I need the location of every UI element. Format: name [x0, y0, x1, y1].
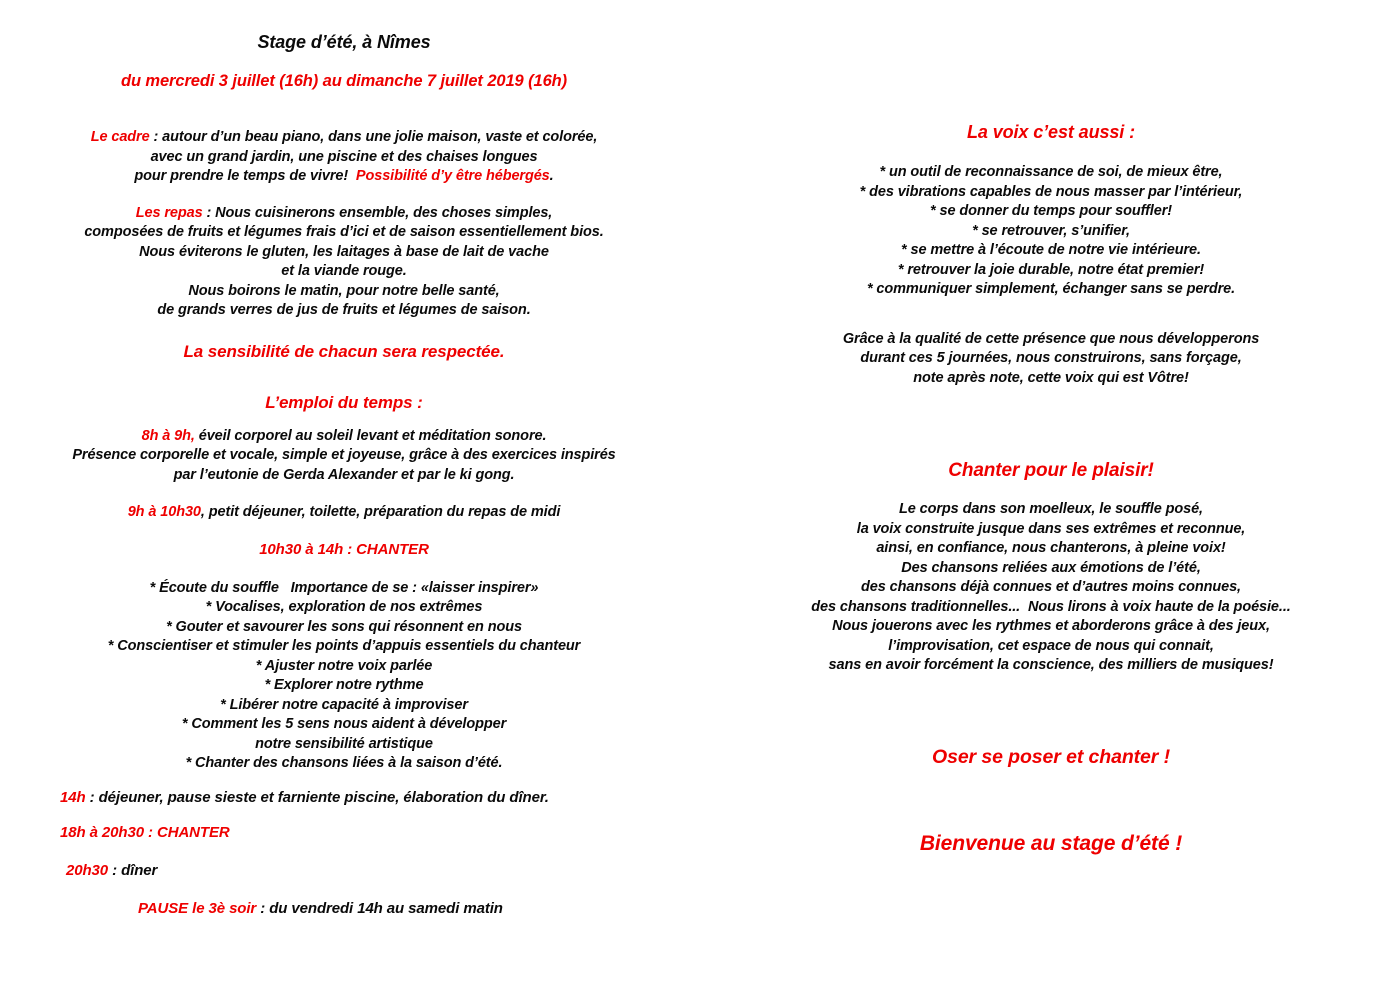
grace-line: durant ces 5 journées, nous construirons, sans forçage,	[860, 350, 1242, 366]
emploi-du-temps-heading: L’emploi du temps :	[265, 392, 423, 412]
date-heading: du mercredi 3 juillet (16h) au dimanche 7 juillet 2019 (16h)	[120, 72, 568, 90]
cadre-line-3	[20, 167, 668, 187]
voice-benefit-item: * se retrouver, s’unifier,	[972, 222, 1130, 239]
topic-item-continuation: notre sensibilité artistique	[255, 735, 433, 752]
grace-line: note après note, cette voix qui est Vôtre!	[913, 369, 1189, 386]
repas-line-1	[20, 204, 668, 224]
pause-line	[20, 899, 668, 919]
repas-paragraph	[20, 204, 668, 321]
page-title: Stage d’été, à Nîmes	[257, 32, 431, 52]
singing-topics-list	[20, 579, 668, 774]
cadre-line-1	[20, 128, 668, 148]
sensibilite-heading: La sensibilité de chacun sera respectée.	[183, 341, 505, 361]
voice-benefit-item: * retrouver la joie durable, notre état premier!	[897, 261, 1205, 278]
topic-item: * Comment les 5 sens nous aident à développer	[181, 716, 507, 732]
voice-column	[745, 0, 1357, 857]
sing-evening-heading: 18h à 20h30 : CHANTER	[60, 823, 230, 841]
topic-item: * Libérer notre capacité à improviser	[220, 696, 468, 713]
hebergement-note: Possibilité d’y être hébergés	[355, 168, 550, 184]
lunch-text: : déjeuner, pause sieste et farniente piscine, élaboration du dîner.	[85, 788, 549, 806]
topic-item: * Gouter et savourer les sons qui résonnent en nous	[166, 618, 522, 635]
breakfast-time: 9h à 10h30	[127, 504, 201, 520]
morning-time: 8h à 9h,	[141, 427, 195, 444]
cadre-label: Le cadre	[90, 129, 150, 145]
voice-benefit-item: * des vibrations capables de nous masser par l’intérieur,	[859, 183, 1243, 200]
morning-paragraph	[20, 427, 668, 486]
plaisir-line: Le corps dans son moelleux, le souffle posé,	[899, 501, 1203, 517]
oser-heading: Oser se poser et chanter !	[932, 745, 1170, 768]
morning-line-3: par l’eutonie de Gerda Alexander et par le ki gong.	[173, 466, 515, 483]
grace-paragraph	[745, 330, 1357, 389]
repas-label: Les repas	[135, 204, 203, 221]
breakfast-line	[20, 503, 668, 523]
morning-line-1-text: éveil corporel au soleil levant et méditation sonore.	[194, 427, 547, 444]
pause-text: : du vendredi 14h au samedi matin	[256, 899, 503, 917]
repas-line-3: Nous éviterons le gluten, les laitages à base de lait de vache	[139, 243, 549, 260]
cadre-paragraph	[20, 128, 668, 187]
topic-item: * Chanter des chansons liées à la saison d’été.	[185, 755, 503, 771]
voice-benefit-item: * se donner du temps pour souffler!	[930, 203, 1172, 219]
repas-line-4: et la viande rouge.	[281, 263, 407, 279]
plaisir-line: des chansons traditionnelles... Nous lirons à voix haute de la poésie...	[811, 598, 1291, 615]
topic-item: * Ajuster notre voix parlée	[255, 657, 433, 674]
plaisir-line: Des chansons reliées aux émotions de l’été,	[901, 559, 1201, 576]
lunch-line	[20, 788, 668, 808]
voice-benefit-item: * se mettre à l’écoute de notre vie intérieure.	[901, 242, 1201, 258]
morning-line-1	[20, 427, 668, 447]
repas-line-5: Nous boirons le matin, pour notre belle santé,	[188, 282, 500, 299]
schedule-column	[20, 0, 668, 919]
cadre-line-3-black: pour prendre le temps de vivre!	[134, 168, 356, 184]
cadre-line-3-period: .	[549, 168, 554, 184]
plaisir-line: sans en avoir forcément la conscience, des milliers de musiques!	[828, 657, 1274, 673]
topic-item: * Vocalises, exploration de nos extrêmes	[205, 599, 483, 615]
cadre-line-2: avec un grand jardin, une piscine et des chaises longues	[150, 148, 538, 165]
voice-benefit-item: * un outil de reconnaissance de soi, de mieux être,	[879, 164, 1223, 180]
voice-benefits-list	[745, 163, 1357, 300]
lunch-time: 14h	[60, 788, 86, 806]
plaisir-heading: Chanter pour le plaisir!	[948, 460, 1154, 481]
grace-line: Grâce à la qualité de cette présence que nous développerons	[842, 330, 1260, 347]
breakfast-text: , petit déjeuner, toilette, préparation du repas de midi	[200, 504, 561, 520]
dinner-line	[20, 861, 668, 881]
bienvenue-heading: Bienvenue au stage d’été !	[919, 831, 1183, 855]
dinner-text: : dîner	[108, 861, 158, 879]
plaisir-line: la voix construite jusque dans ses extrêmes et reconnue,	[856, 520, 1246, 537]
topic-item: * Conscientiser et stimuler les points d’appuis essentiels du chanteur	[107, 638, 581, 654]
plaisir-line: des chansons déjà connues et d’autres moins connues,	[861, 579, 1241, 595]
topic-item: * Explorer notre rythme	[264, 677, 424, 693]
voice-benefit-item: * communiquer simplement, échanger sans se perdre.	[866, 281, 1236, 297]
pause-label: PAUSE le 3è soir	[138, 899, 257, 917]
topic-item: * Écoute du souffle Importance de se : «laisser inspirer»	[149, 579, 539, 596]
repas-line-2: composées de fruits et légumes frais d’ici et de saison essentiellement bios.	[84, 224, 604, 240]
dinner-time: 20h30	[66, 861, 109, 879]
cadre-line-1-text: : autour d’un beau piano, dans une jolie maison, vaste et colorée,	[149, 129, 598, 145]
plaisir-line: ainsi, en confiance, nous chanterons, à pleine voix!	[876, 540, 1226, 556]
repas-line-6: de grands verres de jus de fruits et légumes de saison.	[157, 302, 531, 318]
plaisir-line: l’improvisation, cet espace de nous qui connait,	[888, 637, 1214, 654]
morning-line-2: Présence corporelle et vocale, simple et joyeuse, grâce à des exercices inspirés	[72, 447, 616, 463]
plaisir-paragraph	[745, 500, 1357, 676]
voice-heading: La voix c’est aussi :	[967, 122, 1135, 142]
sing-midday-heading: 10h30 à 14h : CHANTER	[259, 540, 429, 558]
repas-line-1-text: : Nous cuisinerons ensemble, des choses simples,	[202, 204, 553, 221]
plaisir-line: Nous jouerons avec les rythmes et aborderons grâce à des jeux,	[832, 618, 1270, 634]
